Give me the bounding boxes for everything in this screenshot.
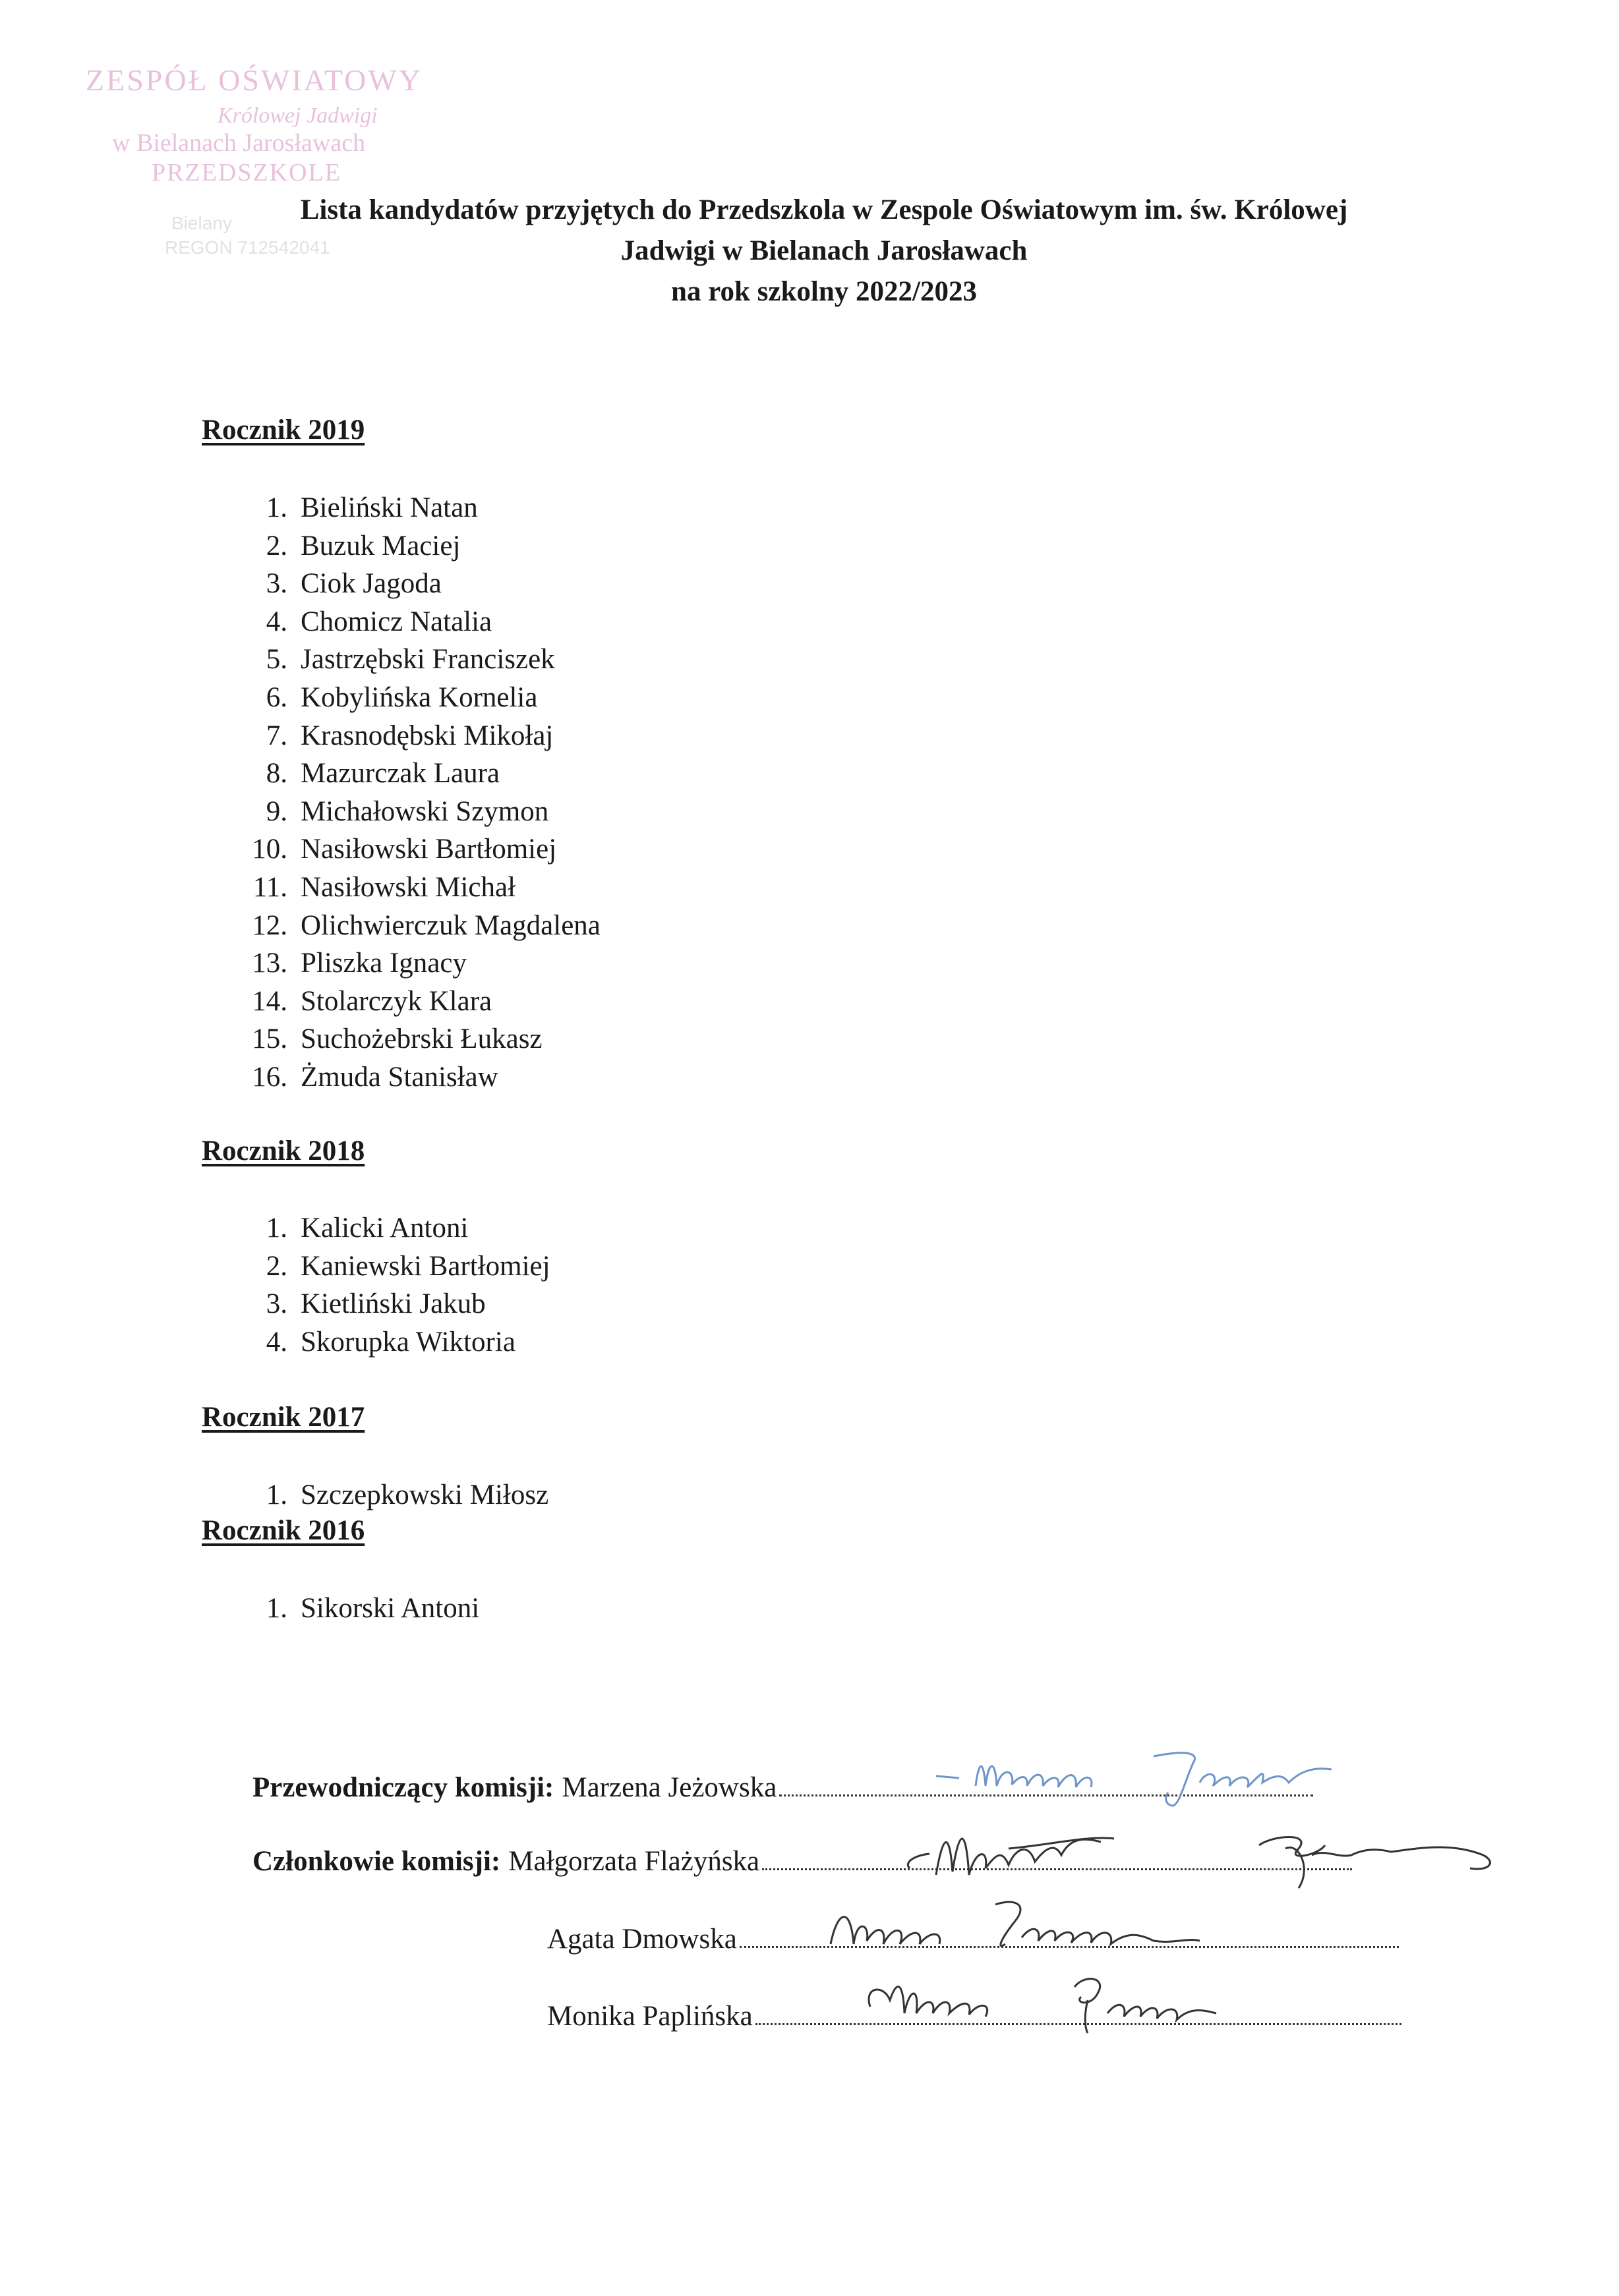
list-item bbox=[237, 793, 601, 831]
list-item bbox=[237, 489, 601, 527]
member-name: Monika Paplińska bbox=[547, 2001, 753, 2032]
document-title bbox=[165, 190, 1483, 312]
list-item-name: Bieliński Natan bbox=[301, 492, 478, 523]
list-item-number: 1. bbox=[266, 492, 287, 523]
list-item-number: 6. bbox=[266, 681, 287, 713]
list-item-name: Suchożebrski Łukasz bbox=[301, 1023, 543, 1055]
list-item-name: Szczepkowski Miłosz bbox=[301, 1479, 549, 1510]
signature-chair bbox=[923, 1740, 1398, 1812]
list-item-name: Jastrzębski Franciszek bbox=[301, 644, 555, 675]
list-item-number: 1. bbox=[266, 1593, 287, 1624]
list-item-number: 16. bbox=[252, 1061, 287, 1093]
list-item-name: Kalicki Antoni bbox=[301, 1213, 469, 1244]
stamp-line: Królowej Jadwigi bbox=[218, 103, 378, 128]
stamp-line: REGON 712542041 bbox=[165, 237, 330, 258]
list-item-name: Pliszka Ignacy bbox=[301, 948, 467, 979]
list-item bbox=[237, 1020, 601, 1058]
list-item-number: 2. bbox=[266, 530, 287, 561]
list-item-name: Żmuda Stanisław bbox=[301, 1061, 498, 1093]
list-item-name: Michałowski Szymon bbox=[301, 795, 549, 827]
list-item-number: 8. bbox=[266, 758, 287, 789]
list-item bbox=[237, 1248, 550, 1286]
stamp-line: w Bielanach Jarosławach bbox=[112, 129, 366, 157]
list-item-number: 2. bbox=[266, 1250, 287, 1282]
stamp-line: ZESPÓŁ OŚWIATOWY bbox=[86, 63, 423, 97]
title-line-1: Lista kandydatów przyjętych do Przedszkola w Zespole Oświatowym im. św. Królowej bbox=[300, 194, 1348, 225]
list-item bbox=[237, 907, 601, 945]
list-item bbox=[237, 869, 601, 907]
chair-name: Marzena Jeżowska bbox=[562, 1772, 777, 1803]
stamp-line: PRZEDSZKOLE bbox=[152, 159, 341, 187]
list-item-name: Stolarczyk Klara bbox=[301, 985, 492, 1017]
list-item bbox=[237, 641, 601, 679]
stamp-line: Bielany bbox=[171, 213, 232, 233]
list-item-number: 3. bbox=[266, 568, 287, 600]
candidate-list-2019 bbox=[237, 489, 601, 1097]
list-item-number: 15. bbox=[252, 1023, 287, 1055]
list-item bbox=[237, 944, 601, 983]
signature-member-2 bbox=[817, 1885, 1252, 1970]
list-item bbox=[237, 830, 601, 869]
member-name: Małgorzata Flażyńska bbox=[508, 1846, 760, 1877]
section-heading-2019: Rocznik 2019 bbox=[202, 415, 365, 445]
list-item-name: Olichwierczuk Magdalena bbox=[301, 909, 601, 941]
chair-label: Przewodniczący komisji: bbox=[252, 1772, 554, 1803]
list-item-number: 1. bbox=[266, 1479, 287, 1510]
list-item bbox=[237, 1209, 550, 1248]
list-item-name: Krasnodębski Mikołaj bbox=[301, 720, 554, 751]
list-item bbox=[237, 755, 601, 793]
list-item bbox=[237, 1476, 548, 1514]
list-item-number: 3. bbox=[266, 1288, 287, 1320]
candidate-list-2018 bbox=[237, 1209, 550, 1361]
list-item bbox=[237, 603, 601, 641]
list-item-number: 1. bbox=[266, 1213, 287, 1244]
list-item-number: 12. bbox=[252, 909, 287, 941]
list-item-number: 10. bbox=[252, 834, 287, 865]
title-line-3: na rok szkolny 2022/2023 bbox=[671, 276, 977, 307]
signature-member-3 bbox=[857, 1961, 1279, 2046]
list-item bbox=[237, 527, 601, 565]
list-item-number: 4. bbox=[266, 606, 287, 637]
member-name: Agata Dmowska bbox=[547, 1924, 737, 1955]
list-item-number: 4. bbox=[266, 1326, 287, 1358]
list-item-name: Kaniewski Bartłomiej bbox=[301, 1250, 550, 1282]
list-item bbox=[237, 983, 601, 1021]
list-item-name: Nasiłowski Bartłomiej bbox=[301, 834, 557, 865]
members-label: Członkowie komisji: bbox=[252, 1846, 501, 1877]
list-item-number: 11. bbox=[252, 871, 287, 903]
list-item-number: 7. bbox=[266, 720, 287, 751]
section-heading-2017: Rocznik 2017 bbox=[202, 1402, 365, 1433]
list-item bbox=[237, 717, 601, 755]
list-item-number: 5. bbox=[266, 644, 287, 675]
list-item-name: Chomicz Natalia bbox=[301, 606, 492, 637]
list-item-name: Sikorski Antoni bbox=[301, 1593, 480, 1624]
list-item-name: Ciok Jagoda bbox=[301, 568, 442, 600]
list-item bbox=[237, 565, 601, 603]
title-line-2: Jadwigi w Bielanach Jarosławach bbox=[620, 235, 1028, 266]
list-item-number: 13. bbox=[252, 948, 287, 979]
list-item bbox=[237, 1590, 479, 1628]
list-item-number: 14. bbox=[252, 985, 287, 1017]
list-item bbox=[237, 679, 601, 717]
list-item bbox=[237, 1058, 601, 1097]
section-heading-2018: Rocznik 2018 bbox=[202, 1135, 365, 1166]
list-item bbox=[237, 1285, 550, 1323]
list-item-name: Skorupka Wiktoria bbox=[301, 1326, 515, 1358]
list-item-name: Kietliński Jakub bbox=[301, 1288, 486, 1320]
section-heading-2016: Rocznik 2016 bbox=[202, 1515, 365, 1546]
list-item-name: Buzuk Maciej bbox=[301, 530, 461, 561]
list-item-name: Nasiłowski Michał bbox=[301, 871, 516, 903]
list-item-name: Mazurczak Laura bbox=[301, 758, 500, 789]
list-item bbox=[237, 1323, 550, 1362]
list-item-number: 9. bbox=[266, 795, 287, 827]
list-item-name: Kobylińska Kornelia bbox=[301, 681, 538, 713]
candidate-list-2016 bbox=[237, 1590, 479, 1628]
candidate-list-2017 bbox=[237, 1476, 548, 1514]
